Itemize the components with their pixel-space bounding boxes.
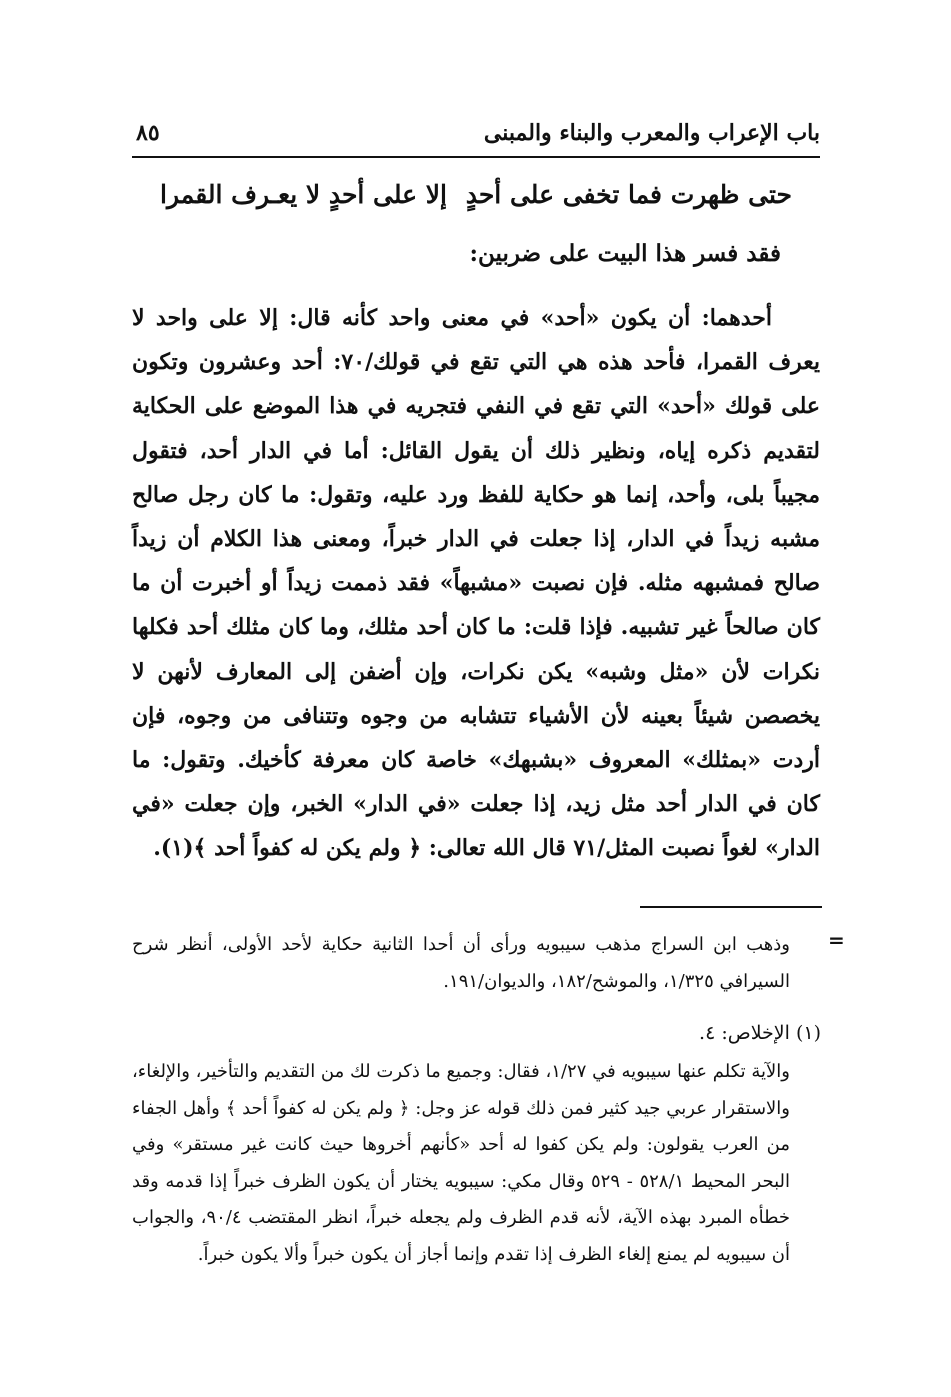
footnote-continuation-marker: = — [828, 928, 845, 952]
footnote-continuation: وذهب ابن السراج مذهب سيبويه ورأى أن أحدا الثانية حكاية لأحد الأولى، أنظر شرح السيرافي ١/٣٢٥، والموشح/١٨٢، والديوان/١٩١. — [132, 934, 790, 992]
verse-first-hemistich: حتى ظهرت فما تخفى على أحدٍ — [465, 180, 792, 209]
page-number: ٨٥ — [136, 120, 160, 146]
footnote-1-reference: (١) الإخلاص: ٤. — [699, 1022, 821, 1044]
body-paragraph: أحدهما: أن يكون «أحد» في معنى واحد كأنه قال: إلا على واحد لا يعرف القمرا، فأحد هذه هي التي تقع في قولك/٧٠: أحد وعشرون وتكون على قولك «أحد» التي تقع في النفي فتجريه في هذا الموضع على الحكاية لتقديم ذكره إياه، ونظير ذلك أن يقول القائل: أما في الدار أحد، فتقول مجيباً بلى، وأحد، إنما هو حكاية للفظ ورد عليه، وتقول: ما كان رجل صالح مشبه زيداً في الدار، إذا جعلت في الدار خبراً، ومعنى هذا الكلام أن زيداً صالح فمشبهه مثله. فإن نصبت «مشبهاً» فقد ذممت زيداً أو أخبرت أن ما كان صالحاً غير تشبيه. فإذا قلت: ما كان أحد مثلك، وما كان مثلك أحد فكلها نكرات لأن «مثل وشبه» يكن نكرات، وإن أضفن إلى المعارف لأنهن لا يخصصن شيئاً بعينه لأن الأشياء تتشابه من وجوه وتتنافى من وجوه، فإن أردت «بمثلك» المعروف «بشبهك» خاصة كان معرفة كأخيك. وتقول: ما كان في الدار أحد مثل زيد، إذا جعلت «في الدار» الخبر، وإن جعلت «في الدار» لغواً نصبت المثل/٧١ قال الله تعالى: ﴿ ولم يكن له كفواً أحد ﴾(١). — [132, 305, 821, 862]
chapter-title: باب الإعراب والمعرب والبناء والمبنى — [483, 120, 820, 146]
intro-line: فقد فسر هذا البيت على ضربين: — [469, 240, 781, 267]
running-header — [132, 118, 820, 158]
footnote-1-text: والآية تكلم عنها سيبويه في ١/٢٧، فقال: وجميع ما ذكرت لك من التقديم والتأخير، والإلغاء، والاستقرار عربي جيد كثير فمن ذلك قوله عز وجل: ﴿ ولم يكن له كفواً أحد ﴾ وأهل الجفاء من العرب يقولون: ولم يكن كفوا له أحد «كأنهم أخروها حيث كانت غير مستقر» وفي البحر المحيط ٥٢٨/١ - ٥٢٩ وقال مكي: سيبويه يختار أن يكون الظرف خبراً إذا قدمه وقد خطأه المبرد بهذه الآية، لأنه قدم الظرف ولم يجعله خبراً، انظر المقتضب ٩٠/٤، والجواب أن سيبويه لم يمنع إلغاء الظرف إذا تقدم وإنما أجاز أن يكون خبراً وألا يكون خبراً. — [132, 1061, 791, 1265]
footnote-separator — [640, 906, 822, 908]
main-text — [132, 296, 820, 871]
verse-second-hemistich: إلا على أحدٍ لا يعـرف القمرا — [160, 180, 447, 209]
